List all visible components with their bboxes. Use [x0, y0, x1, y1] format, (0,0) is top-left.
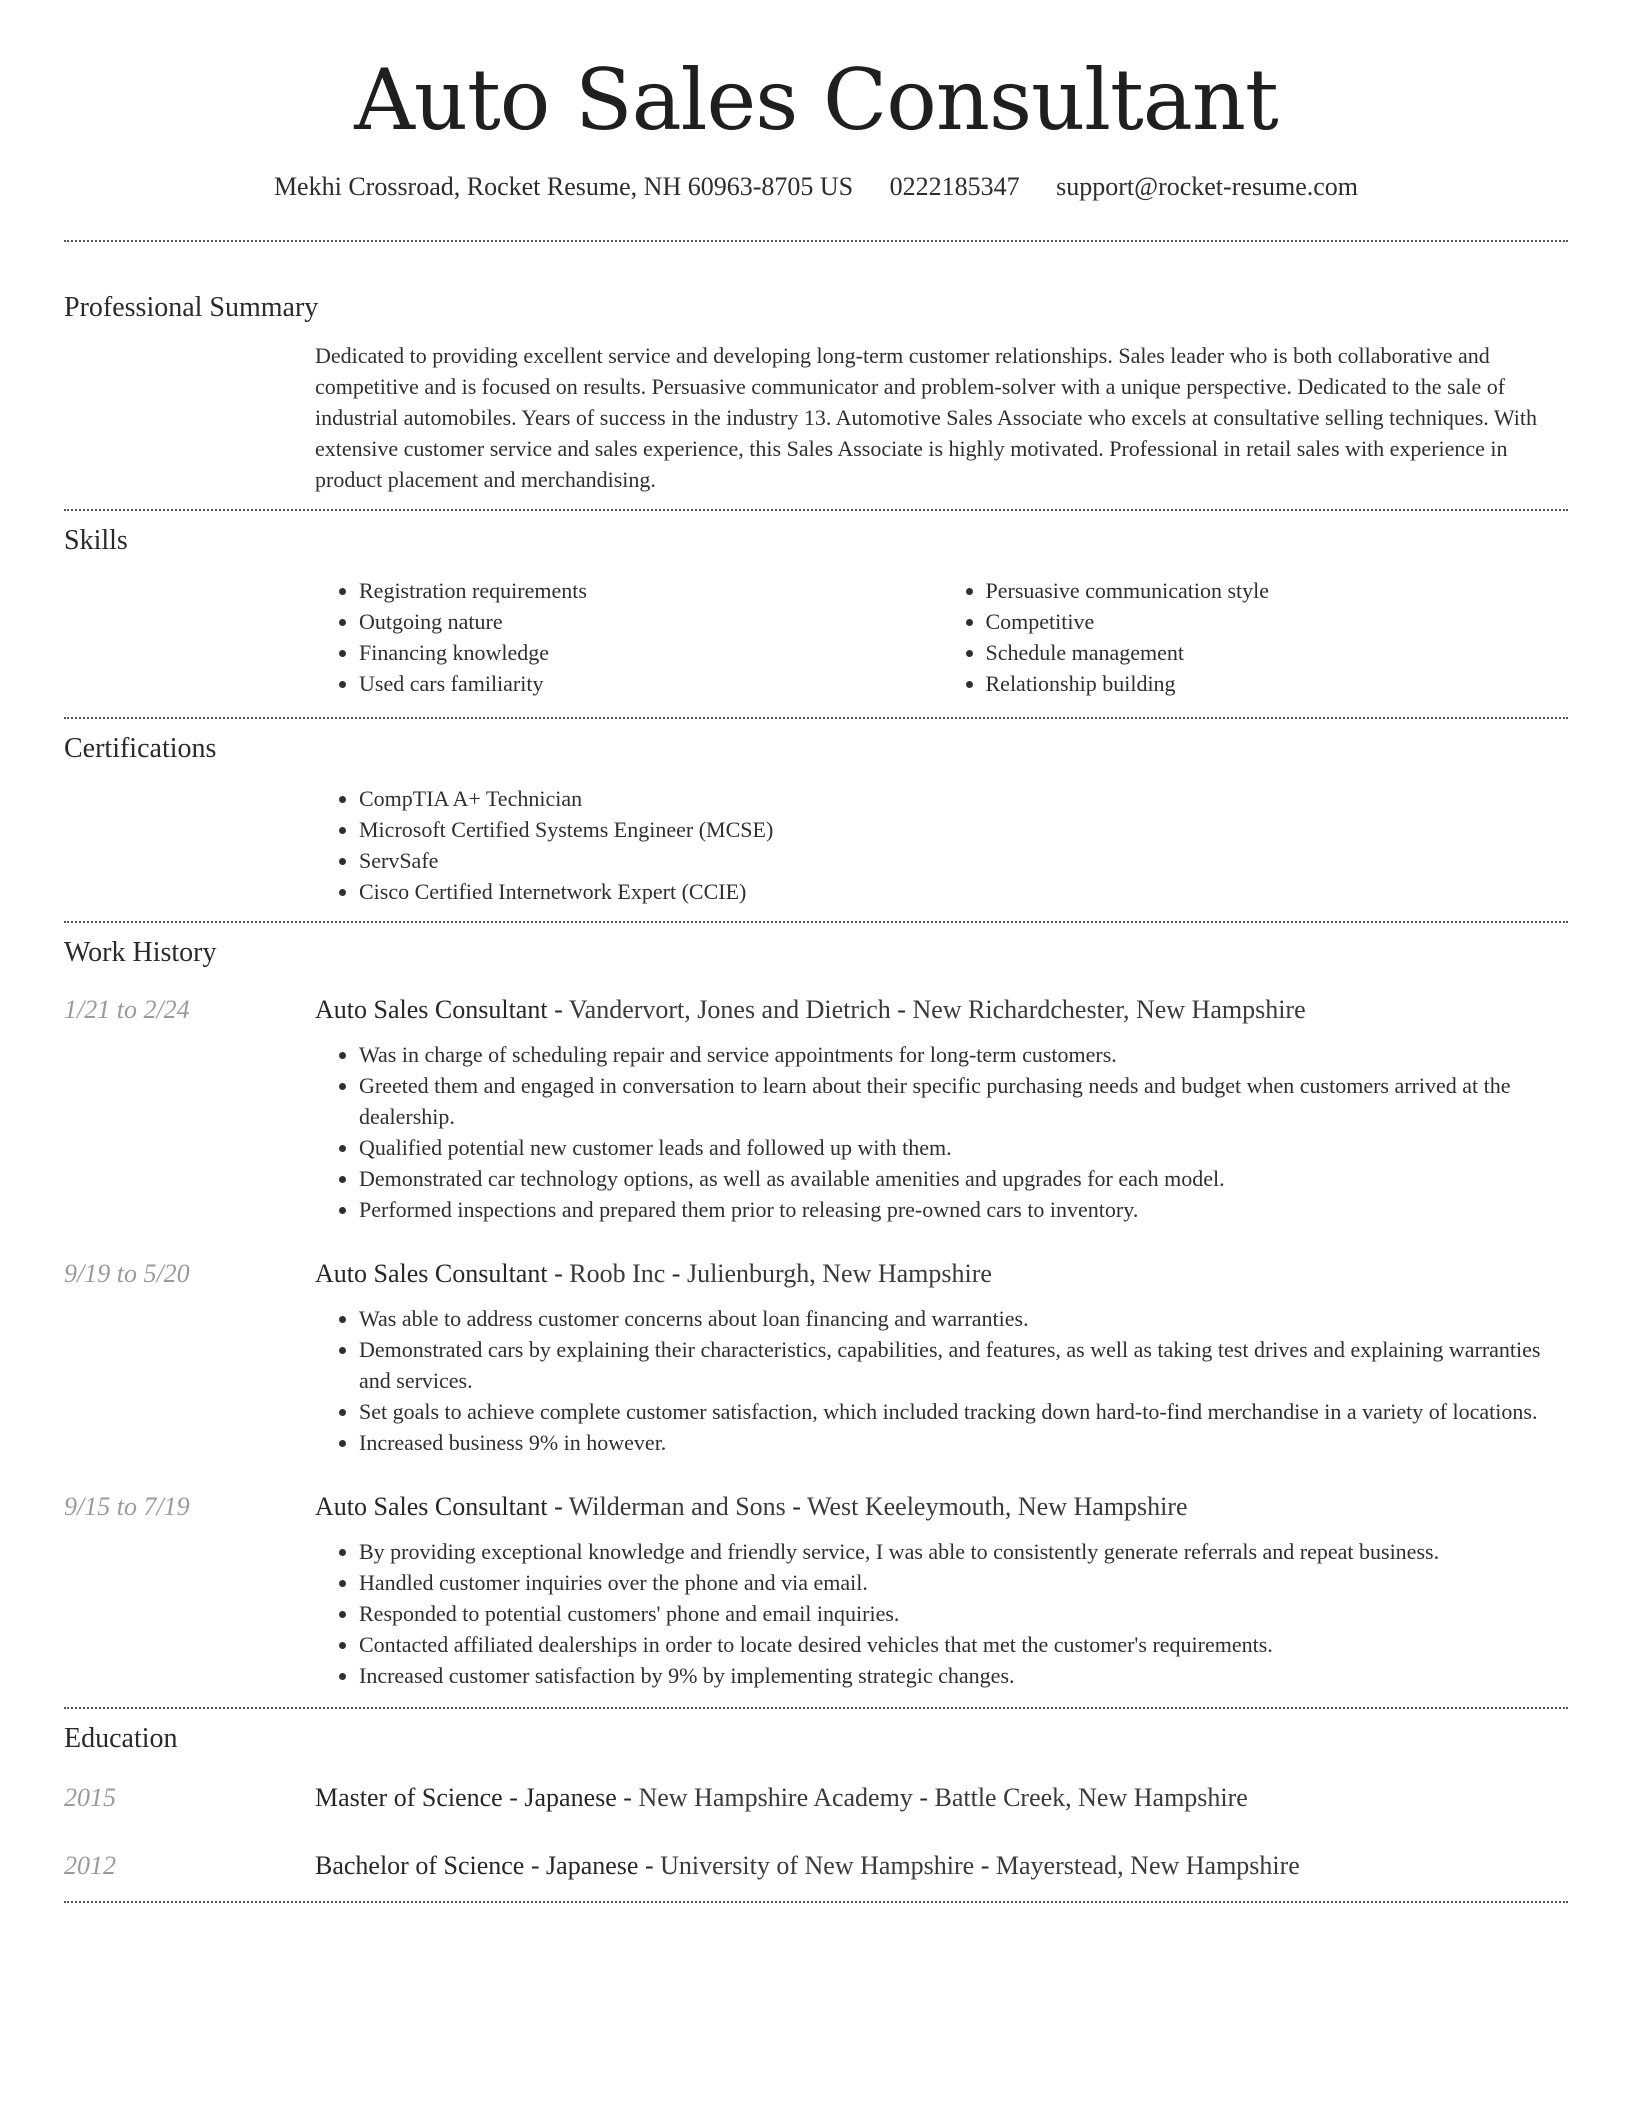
job-dates: 9/19 to 5/20	[64, 1259, 190, 1288]
job-entry	[64, 1257, 1568, 1458]
job-bullet: • Qualified potential new customer leads and followed up with them.	[359, 1132, 1568, 1163]
certification-item: • Cisco Certified Internetwork Expert (CCIE)	[359, 876, 1568, 907]
job-bullet: • Performed inspections and prepared them prior to releasing pre-owned cars to inventory.	[359, 1194, 1568, 1225]
education-degree: Master of Science	[315, 1783, 503, 1812]
job-bullets	[315, 1039, 1568, 1225]
skill-item: • Relationship building	[986, 668, 1569, 699]
education-school: University of New Hampshire	[660, 1851, 975, 1880]
contact-address: Mekhi Crossroad, Rocket Resume, NH 60963-8705 US	[273, 172, 854, 201]
education-degree: Bachelor of Science	[315, 1851, 525, 1880]
skills-grid	[315, 575, 1568, 699]
job-location: West Keeleymouth, New Hampshire	[807, 1492, 1188, 1521]
certifications-section	[64, 719, 1568, 907]
skill-item: • Competitive	[986, 606, 1569, 637]
job-header	[64, 993, 1568, 1027]
education-field: Japanese	[546, 1851, 639, 1880]
education-title: Master of Science - Japanese - New Hampshire Academy - Battle Creek, New Hampshire	[315, 1783, 1248, 1812]
section-title-work-history: Work History	[64, 937, 217, 968]
education-entry	[64, 1781, 1568, 1815]
job-bullet: • Greeted them and engaged in conversation to learn about their specific purchasing needs and budget when customers arrived at the dealership.	[359, 1070, 1568, 1132]
job-bullet: • Responded to potential customers' phone and email inquiries.	[359, 1598, 1568, 1629]
divider	[64, 1901, 1568, 1903]
education-section	[64, 1709, 1568, 1883]
skills-section	[64, 511, 1568, 699]
job-location: New Richardchester, New Hampshire	[912, 995, 1306, 1024]
education-location: Battle Creek, New Hampshire	[934, 1783, 1248, 1812]
education-field: Japanese	[524, 1783, 617, 1812]
section-title-summary: Professional Summary	[64, 292, 319, 323]
job-location: Julienburgh, New Hampshire	[686, 1259, 992, 1288]
job-bullet: • By providing exceptional knowledge and friendly service, I was able to consistently generate referrals and repeat business.	[359, 1536, 1568, 1567]
job-bullet: • Demonstrated car technology options, as well as available amenities and upgrades for each model.	[359, 1163, 1568, 1194]
job-bullet: • Increased customer satisfaction by 9% by implementing strategic changes.	[359, 1660, 1568, 1691]
skill-item: • Persuasive communication style	[986, 575, 1569, 606]
section-title-education: Education	[64, 1723, 178, 1754]
job-entry	[64, 993, 1568, 1225]
certification-item: • CompTIA A+ Technician	[359, 783, 1568, 814]
skills-list-left	[315, 575, 942, 699]
job-bullet: • Contacted affiliated dealerships in order to locate desired vehicles that met the customer's requirements.	[359, 1629, 1568, 1660]
certifications-list	[315, 783, 1568, 907]
skill-item: • Used cars familiarity	[359, 668, 942, 699]
contact-phone: 0222185347	[889, 172, 1020, 201]
education-school: New Hampshire Academy	[638, 1783, 913, 1812]
section-title-skills: Skills	[64, 525, 128, 556]
job-title: Auto Sales Consultant - Vandervort, Jones and Dietrich - New Richardchester, New Hampshire	[315, 995, 1306, 1024]
job-role: Auto Sales Consultant	[315, 1492, 548, 1521]
job-company: Wilderman and Sons	[568, 1492, 786, 1521]
job-dates: 1/21 to 2/24	[64, 995, 190, 1024]
summary-section	[64, 242, 1568, 495]
education-year: 2015	[64, 1783, 116, 1812]
job-dates: 9/15 to 7/19	[64, 1492, 190, 1521]
education-entry	[64, 1849, 1568, 1883]
certification-item: • Microsoft Certified Systems Engineer (MCSE)	[359, 814, 1568, 845]
skill-item: • Schedule management	[986, 637, 1569, 668]
job-bullets	[315, 1536, 1568, 1691]
job-bullets	[315, 1303, 1568, 1458]
skill-item: • Financing knowledge	[359, 637, 942, 668]
job-bullet: • Was able to address customer concerns about loan financing and warranties.	[359, 1303, 1568, 1334]
candidate-name: Auto Sales Consultant	[354, 51, 1278, 149]
job-role: Auto Sales Consultant	[315, 995, 548, 1024]
certification-item: • ServSafe	[359, 845, 1568, 876]
education-year: 2012	[64, 1851, 116, 1880]
section-title-certifications: Certifications	[64, 733, 217, 764]
job-bullet: • Set goals to achieve complete customer satisfaction, which included tracking down hard-to-find merchandise in a variety of locations.	[359, 1396, 1568, 1427]
skill-item: • Registration requirements	[359, 575, 942, 606]
job-header	[64, 1490, 1568, 1524]
job-bullet: • Demonstrated cars by explaining their characteristics, capabilities, and features, as well as taking test drives and explaining warranties and services.	[359, 1334, 1568, 1396]
job-title: Auto Sales Consultant - Wilderman and Sons - West Keeleymouth, New Hampshire	[315, 1492, 1188, 1521]
skill-item: • Outgoing nature	[359, 606, 942, 637]
job-header	[64, 1257, 1568, 1291]
work-history-section	[64, 923, 1568, 1691]
job-entry	[64, 1490, 1568, 1691]
education-title: Bachelor of Science - Japanese - University of New Hampshire - Mayerstead, New Hampshire	[315, 1851, 1300, 1880]
education-location: Mayerstead, New Hampshire	[995, 1851, 1300, 1880]
job-role: Auto Sales Consultant	[315, 1259, 548, 1288]
summary-text: Dedicated to providing excellent service and developing long-term customer relationships. Sales leader who is both collaborative and competitive and is focused on results. Persuasive communicator and problem-solver with a unique perspective. Dedicated to the sale of industrial automobiles. Years of success in the industry 13. Automotive Sales Associate who excels at consultative selling techniques. With extensive customer service and sales experience, this Sales Associate is highly motivated. Professional in retail sales with experience in product placement and merchandising.	[315, 343, 1537, 492]
job-company: Roob Inc	[569, 1259, 666, 1288]
job-bullet: • Was in charge of scheduling repair and service appointments for long-term customers.	[359, 1039, 1568, 1070]
contact-line	[64, 170, 1568, 204]
contact-email[interactable]: support@rocket-resume.com	[1056, 172, 1359, 201]
job-bullet: • Handled customer inquiries over the phone and via email.	[359, 1567, 1568, 1598]
job-bullet: • Increased business 9% in however.	[359, 1427, 1568, 1458]
skills-list-right	[942, 575, 1569, 699]
job-title: Auto Sales Consultant - Roob Inc - Julienburgh, New Hampshire	[315, 1259, 992, 1288]
job-company: Vandervort, Jones and Dietrich	[568, 995, 891, 1024]
